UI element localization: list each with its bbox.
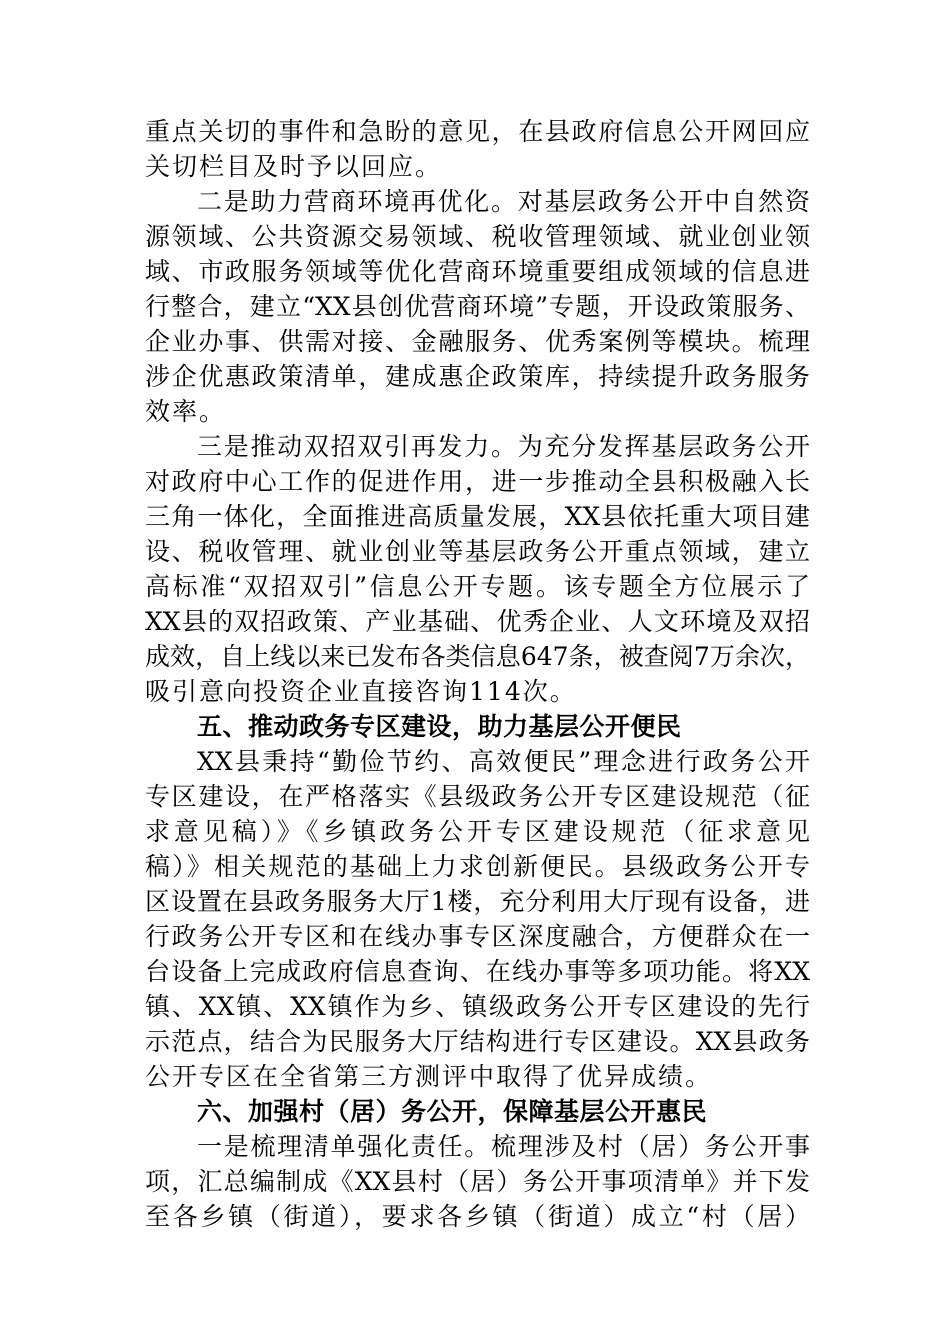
- body-text-line: 吸引意向投资企业直接咨询114次。: [145, 677, 577, 706]
- body-text-line: 公开专区在全省第三方测评中取得了优异成绩。: [145, 1062, 713, 1091]
- body-text-line: 效率。: [145, 397, 227, 426]
- document-page: [145, 114, 810, 1234]
- body-text-line: 镇、XX镇、XX镇作为乡、镇级政务公开专区建设的先行: [145, 992, 810, 1021]
- body-text-line: 台设备上完成政府信息查询、在线办事等多项功能。将XX: [145, 957, 810, 986]
- body-text-line: 行政务公开专区和在线办事专区深度融合，方便群众在一: [145, 922, 810, 951]
- body-text-line: 一是梳理清单强化责任。梳理涉及村（居）务公开事: [197, 1132, 810, 1161]
- body-text-line: 项，汇总编制成《XX县村（居）务公开事项清单》并下发: [145, 1167, 810, 1196]
- body-text-line: 示范点，结合为民服务大厅结构进行专区建设。XX县政务: [145, 1027, 810, 1056]
- section-heading: 五、推动政务专区建设，助力基层公开便民: [197, 712, 682, 741]
- body-text-line: 企业办事、供需对接、金融服务、优秀案例等模块。梳理: [145, 327, 810, 356]
- body-text-line: 专区建设，在严格落实《县级政务公开专区建设规范（征: [145, 782, 810, 811]
- body-text-line: 三是推动双招双引再发力。为充分发挥基层政务公开: [197, 432, 810, 461]
- body-text-line: 至各乡镇（街道），要求各乡镇（街道）成立“村（居）: [145, 1202, 810, 1231]
- body-text-line: 高标准“双招双引”信息公开专题。该专题全方位展示了: [145, 572, 810, 601]
- section-heading: 六、加强村（居）务公开，保障基层公开惠民: [197, 1097, 708, 1126]
- body-text-line: 成效，自上线以来已发布各类信息647条，被查阅7万余次，: [145, 642, 810, 671]
- body-text-line: 求意见稿）》《乡镇政务公开专区建设规范（征求意见: [145, 817, 810, 846]
- body-text-line: XX县秉持“勤俭节约、高效便民”理念进行政务公开: [197, 747, 810, 776]
- body-text-line: 对政府中心工作的促进作用，进一步推动全县积极融入长: [145, 467, 810, 496]
- body-text-line: 源领域、公共资源交易领域、税收管理领域、就业创业领: [145, 222, 810, 251]
- body-text-line: 区设置在县政务服务大厅1楼，充分利用大厅现有设备，进: [145, 887, 810, 916]
- body-text-line: XX县的双招政策、产业基础、优秀企业、人文环境及双招: [145, 607, 810, 636]
- body-text-line: 二是助力营商环境再优化。对基层政务公开中自然资: [197, 187, 810, 216]
- body-text-line: 稿）》相关规范的基础上力求创新便民。县级政务公开专: [145, 852, 810, 881]
- body-text-line: 重点关切的事件和急盼的意见，在县政府信息公开网回应: [145, 117, 810, 146]
- body-text-line: 域、市政服务领域等优化营商环境重要组成领域的信息进: [145, 257, 810, 286]
- body-text-line: 三角一体化，全面推进高质量发展，XX县依托重大项目建: [145, 502, 810, 531]
- body-text-line: 关切栏目及时予以回应。: [145, 152, 443, 181]
- body-text-line: 设、税收管理、就业创业等基层政务公开重点领域，建立: [145, 537, 810, 566]
- body-text-line: 涉企优惠政策清单，建成惠企政策库，持续提升政务服务: [145, 362, 810, 391]
- body-text-line: 行整合，建立“XX县创优营商环境”专题，开设政策服务、: [145, 292, 810, 321]
